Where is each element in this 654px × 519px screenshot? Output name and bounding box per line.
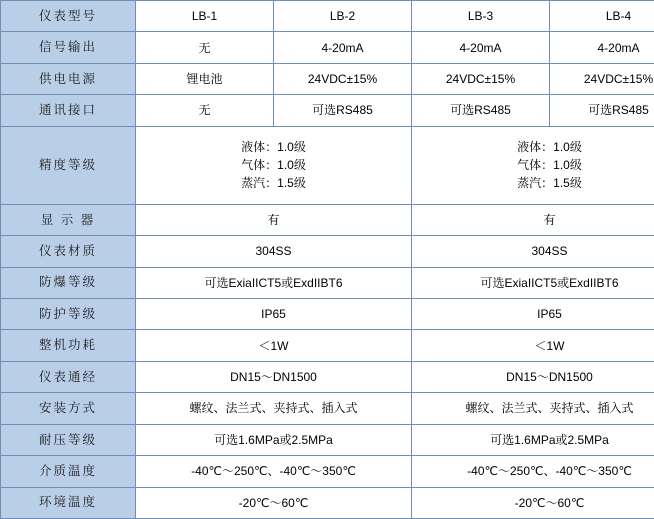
table-row [1,330,654,361]
row-label: 介质温度 [1,456,136,487]
table-cell: -20℃～60℃ [412,487,654,518]
row-label: 供电电源 [1,63,136,94]
table-row [1,424,654,455]
cell-line: 气体：1.0级 [517,158,582,173]
table-cell: 无 [136,32,274,63]
table-cell: 螺纹、法兰式、夹持式、插入式 [412,393,654,424]
table-cell: 304SS [412,236,654,267]
table-row [1,299,654,330]
row-label: 通讯接口 [1,95,136,126]
table-cell: 可选RS485 [412,95,550,126]
table-row [1,32,654,63]
cell-line: 液体：1.0级 [241,140,306,155]
table-row [1,393,654,424]
row-label: 信号输出 [1,32,136,63]
table-cell [412,126,654,204]
table-cell: LB-2 [274,1,412,32]
table-cell: DN15～DN1500 [136,361,412,392]
table-cell: 可选ExiaIICT5或ExdIIBT6 [412,267,654,298]
table-body [1,1,654,519]
table-cell: 24VDC±15% [550,63,654,94]
table-row [1,95,654,126]
table-cell: 304SS [136,236,412,267]
row-label: 仪表型号 [1,1,136,32]
table-cell: 无 [136,95,274,126]
table-row [1,487,654,518]
table-cell: 可选1.6MPa或2.5MPa [136,424,412,455]
table-cell [136,126,412,204]
row-label: 安装方式 [1,393,136,424]
table-cell: -20℃～60℃ [136,487,412,518]
cell-line: 气体：1.0级 [241,158,306,173]
row-label: 耐压等级 [1,424,136,455]
row-label: 整机功耗 [1,330,136,361]
table-cell: 可选RS485 [550,95,654,126]
table-row [1,456,654,487]
cell-line: 蒸汽：1.5级 [241,176,306,191]
row-label: 精度等级 [1,126,136,204]
table-row [1,204,654,235]
row-label: 环境温度 [1,487,136,518]
table-cell: -40℃～250℃、-40℃～350℃ [412,456,654,487]
table-cell: ＜1W [136,330,412,361]
table-cell: LB-1 [136,1,274,32]
table-cell: 可选1.6MPa或2.5MPa [412,424,654,455]
table-cell: IP65 [136,299,412,330]
table-cell: LB-4 [550,1,654,32]
table-cell: 可选RS485 [274,95,412,126]
table-cell: 有 [412,204,654,235]
table-cell: DN15～DN1500 [412,361,654,392]
table-cell: 4-20mA [274,32,412,63]
table-row [1,267,654,298]
table-row [1,63,654,94]
table-row [1,236,654,267]
table-cell: 可选ExiaIICT5或ExdIIBT6 [136,267,412,298]
table-cell: -40℃～250℃、-40℃～350℃ [136,456,412,487]
table-cell: 4-20mA [550,32,654,63]
cell-line: 液体：1.0级 [517,140,582,155]
table-cell: ＜1W [412,330,654,361]
table-cell: 24VDC±15% [274,63,412,94]
table-row [1,1,654,32]
row-label: 防爆等级 [1,267,136,298]
row-label: 仪表通经 [1,361,136,392]
table-cell: 4-20mA [412,32,550,63]
table-row [1,361,654,392]
row-label: 仪表材质 [1,236,136,267]
table-cell: IP65 [412,299,654,330]
row-label: 显 示 器 [1,204,136,235]
table-cell: 有 [136,204,412,235]
table-cell: 24VDC±15% [412,63,550,94]
table-cell: 螺纹、法兰式、夹持式、插入式 [136,393,412,424]
cell-line: 蒸汽：1.5级 [517,176,582,191]
table-row [1,126,654,204]
row-label: 防护等级 [1,299,136,330]
table-cell: 锂电池 [136,63,274,94]
table-cell: LB-3 [412,1,550,32]
